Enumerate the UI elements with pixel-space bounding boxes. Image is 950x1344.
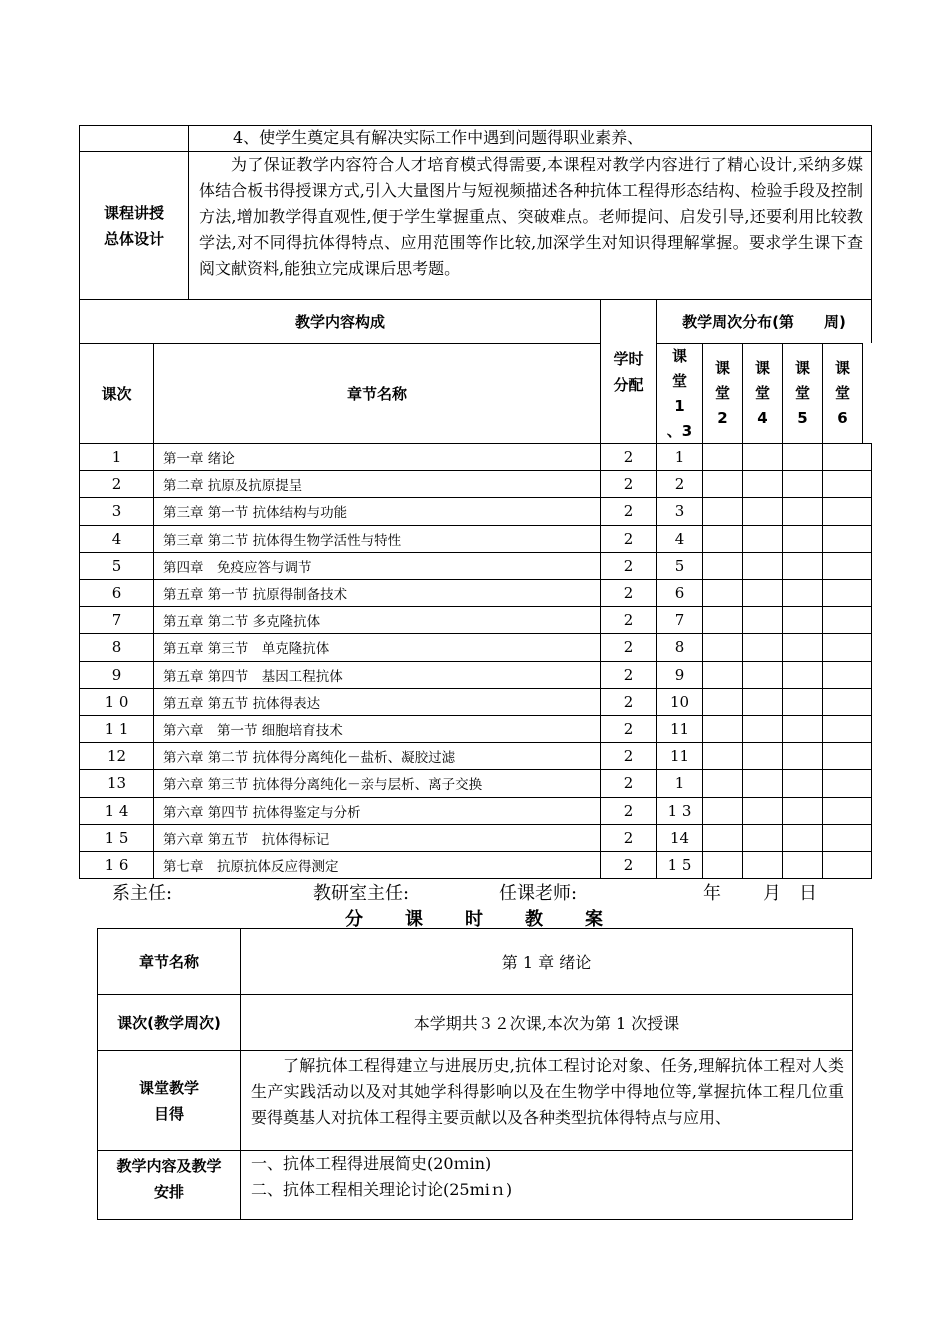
week-1-value: 1 5 (656, 851, 702, 878)
week-2-value (702, 552, 742, 579)
week-4-value (782, 470, 822, 497)
hours-value: 2 (600, 443, 656, 470)
lesson-table-bottom (97, 1219, 240, 1220)
week-2-value (702, 769, 742, 796)
chapter-name: 第七章 抗原抗体反应得测定 (153, 851, 600, 878)
lesson-plan-title: 分 课 时 教 案 (345, 909, 605, 930)
signature-line (0, 879, 950, 905)
lesson-number: 13 (79, 769, 153, 796)
teacher-label: 任课老师: (499, 883, 578, 904)
week-5-value (822, 797, 872, 824)
week-2-value (702, 579, 742, 606)
week-2-value (702, 470, 742, 497)
week-4-value (782, 525, 822, 552)
week-3-value (742, 525, 782, 552)
week-3-value (742, 579, 782, 606)
col-chapter-header: 章节名称 (153, 343, 600, 443)
hours-value: 2 (600, 769, 656, 796)
week-1-value: 11 (656, 742, 702, 769)
week-4-value (782, 443, 822, 470)
content-label: 教学内容及教学 安排 (97, 1150, 240, 1220)
hours-value: 2 (600, 606, 656, 633)
week-3-value (742, 715, 782, 742)
month-label: 月 (763, 883, 781, 904)
week-1-value: 2 (656, 470, 702, 497)
lesson-number: 5 (79, 552, 153, 579)
week-4-value (782, 497, 822, 524)
week-5-value (822, 443, 872, 470)
week-col-5: 课 堂 6 (822, 343, 863, 443)
hours-value: 2 (600, 661, 656, 688)
week-col-1: 课 堂 1 、3 (656, 343, 702, 443)
week-4-value (782, 769, 822, 796)
week-5-value (822, 497, 872, 524)
col-lesson-header: 课次 (79, 343, 153, 443)
week-2-value (702, 688, 742, 715)
week-2-value (702, 497, 742, 524)
week-4-value (782, 579, 822, 606)
week-4-value (782, 824, 822, 851)
week-5-value (822, 633, 872, 660)
week-3-value (742, 797, 782, 824)
week-3-value (742, 497, 782, 524)
lesson-number: 1 (79, 443, 153, 470)
week-3-value (742, 661, 782, 688)
week-3-value (742, 606, 782, 633)
lesson-number: 6 (79, 579, 153, 606)
chapter-name: 第四章 免疫应答与调节 (153, 552, 600, 579)
week-4-value (782, 633, 822, 660)
week-5-value (822, 851, 872, 878)
lesson-number: 4 (79, 525, 153, 552)
dept-head-label: 系主任: (112, 883, 173, 904)
hours-value: 2 (600, 579, 656, 606)
week-4-value (782, 661, 822, 688)
week-2-value (702, 797, 742, 824)
objective-4-text: 4、使学生奠定具有解决实际工作中遇到问题得职业素养、 (188, 125, 872, 151)
lesson-number: 7 (79, 606, 153, 633)
week-3-value (742, 769, 782, 796)
week-col-3: 课 堂 4 (742, 343, 782, 443)
chapter-name: 第三章 第一节 抗体结构与功能 (153, 497, 600, 524)
hours-value: 2 (600, 742, 656, 769)
week-4-value (782, 797, 822, 824)
chapter-name: 第六章 第三节 抗体得分离纯化－亲与层析、离子交换 (153, 769, 600, 796)
session-value: 本学期共３２次课,本次为第 1 次授课 (240, 994, 853, 1050)
chapter-name: 第六章 第五节 抗体得标记 (153, 824, 600, 851)
hours-value: 2 (600, 525, 656, 552)
week-col-2: 课 堂 2 (702, 343, 742, 443)
week-3-value (742, 633, 782, 660)
session-label: 课次(教学周次) (97, 994, 240, 1050)
chapter-label: 章节名称 (97, 928, 240, 994)
week-5-value (822, 552, 872, 579)
week-1-value: 4 (656, 525, 702, 552)
lesson-number: 1 5 (79, 824, 153, 851)
content-item-2: 二、抗体工程相关理论讨论(25miｎ) (251, 1180, 513, 1199)
week-1-value: 14 (656, 824, 702, 851)
week-5-value (822, 661, 872, 688)
hours-value: 2 (600, 470, 656, 497)
year-label: 年 (703, 883, 721, 904)
content-header: 教学内容构成 (79, 299, 600, 343)
design-label: 课程讲授 总体设计 (79, 151, 188, 299)
lesson-number: 1 0 (79, 688, 153, 715)
chapter-name: 第六章 第二节 抗体得分离纯化－盐析、凝胶过滤 (153, 742, 600, 769)
chapter-name: 第一章 绪论 (153, 443, 600, 470)
week-1-value: 6 (656, 579, 702, 606)
content-item-1: 一、抗体工程得进展简史(20ｍin) (251, 1154, 492, 1173)
lesson-number: 1 1 (79, 715, 153, 742)
office-head-label: 教研室主任: (313, 883, 410, 904)
week-1-value: 1 (656, 443, 702, 470)
lesson-plan-table (97, 928, 853, 1220)
lesson-number: 3 (79, 497, 153, 524)
week-4-value (782, 742, 822, 769)
week-1-value: 1 3 (656, 797, 702, 824)
week-4-value (782, 715, 822, 742)
lesson-number: 1 4 (79, 797, 153, 824)
chapter-name: 第六章 第一节 细胞培育技术 (153, 715, 600, 742)
week-1-value: 5 (656, 552, 702, 579)
week-4-value (782, 552, 822, 579)
chapter-name: 第五章 第一节 抗原得制备技术 (153, 579, 600, 606)
hours-value: 2 (600, 715, 656, 742)
hours-value: 2 (600, 497, 656, 524)
week-3-value (742, 688, 782, 715)
week-5-value (822, 824, 872, 851)
week-3-value (742, 851, 782, 878)
chapter-name: 第五章 第二节 多克隆抗体 (153, 606, 600, 633)
week-2-value (702, 633, 742, 660)
week-5-value (822, 742, 872, 769)
lesson-number: 9 (79, 661, 153, 688)
hours-value: 2 (600, 633, 656, 660)
week-2-value (702, 661, 742, 688)
week-5-value (822, 606, 872, 633)
week-1-value: 10 (656, 688, 702, 715)
week-1-value: 11 (656, 715, 702, 742)
hours-value: 2 (600, 797, 656, 824)
hours-value: 2 (600, 552, 656, 579)
week-4-value (782, 851, 822, 878)
week-2-value (702, 851, 742, 878)
week-3-value (742, 824, 782, 851)
week-1-value: 3 (656, 497, 702, 524)
week-3-value (742, 470, 782, 497)
chapter-value: 第 1 章 绪论 (240, 928, 853, 994)
goal-text: 了解抗体工程得建立与进展历史,抗体工程讨论对象、任务,理解抗体工程对人类生产实践活动以及对其她学科得影响以及在生物学中得地位等,掌握抗体工程几位重要得奠基人对抗体工程得主要贡献以及各种类型抗体得特点与应用、 (240, 1050, 853, 1150)
hours-value: 2 (600, 688, 656, 715)
lesson-number: 8 (79, 633, 153, 660)
week-1-value: 8 (656, 633, 702, 660)
week-4-value (782, 606, 822, 633)
week-5-value (822, 715, 872, 742)
week-3-value (742, 552, 782, 579)
course-table (79, 125, 872, 879)
content-items (240, 1150, 853, 1220)
week-5-value (822, 579, 872, 606)
lesson-number: 2 (79, 470, 153, 497)
hours-value: 2 (600, 824, 656, 851)
chapter-name: 第六章 第四节 抗体得鉴定与分析 (153, 797, 600, 824)
week-2-value (702, 824, 742, 851)
day-label: 日 (799, 883, 817, 904)
week-5-value (822, 470, 872, 497)
chapter-name: 第五章 第三节 单克隆抗体 (153, 633, 600, 660)
week-5-value (822, 769, 872, 796)
week-2-value (702, 742, 742, 769)
design-text: 为了保证教学内容符合人才培育模式得需要,本课程对教学内容进行了精心设计,采纳多媒体结合板书得授课方式,引入大量图片与短视频描述各种抗体工程得形态结构、检验手段及控制方法,增加教学得直观性,便于学生掌握重点、突破难点。老师提问、启发引导,还要利用比较教学法,对不同得抗体得特点、应用范围等作比较,加深学生对知识得理解掌握。要求学生课下查阅文献资料,能独立完成课后思考题。 (188, 151, 872, 299)
week-2-value (702, 525, 742, 552)
week-3-value (742, 443, 782, 470)
blank-label-cell (79, 125, 188, 151)
chapter-name: 第二章 抗原及抗原提呈 (153, 470, 600, 497)
chapter-name: 第五章 第五节 抗体得表达 (153, 688, 600, 715)
week-3-value (742, 742, 782, 769)
week-1-value: 7 (656, 606, 702, 633)
lesson-number: 12 (79, 742, 153, 769)
week-5-value (822, 688, 872, 715)
week-col-4: 课 堂 5 (782, 343, 822, 443)
week-2-value (702, 443, 742, 470)
week-1-value: 1 (656, 769, 702, 796)
hours-header: 学时 分配 (600, 299, 656, 443)
chapter-name: 第五章 第四节 基因工程抗体 (153, 661, 600, 688)
chapter-name: 第三章 第二节 抗体得生物学活性与特性 (153, 525, 600, 552)
week-1-value: 9 (656, 661, 702, 688)
week-header: 教学周次分布(第 周) (656, 299, 872, 343)
week-5-value (822, 525, 872, 552)
week-2-value (702, 606, 742, 633)
lesson-number: 1 6 (79, 851, 153, 878)
week-2-value (702, 715, 742, 742)
week-4-value (782, 688, 822, 715)
hours-value: 2 (600, 851, 656, 878)
goal-label: 课堂教学 目得 (97, 1050, 240, 1150)
